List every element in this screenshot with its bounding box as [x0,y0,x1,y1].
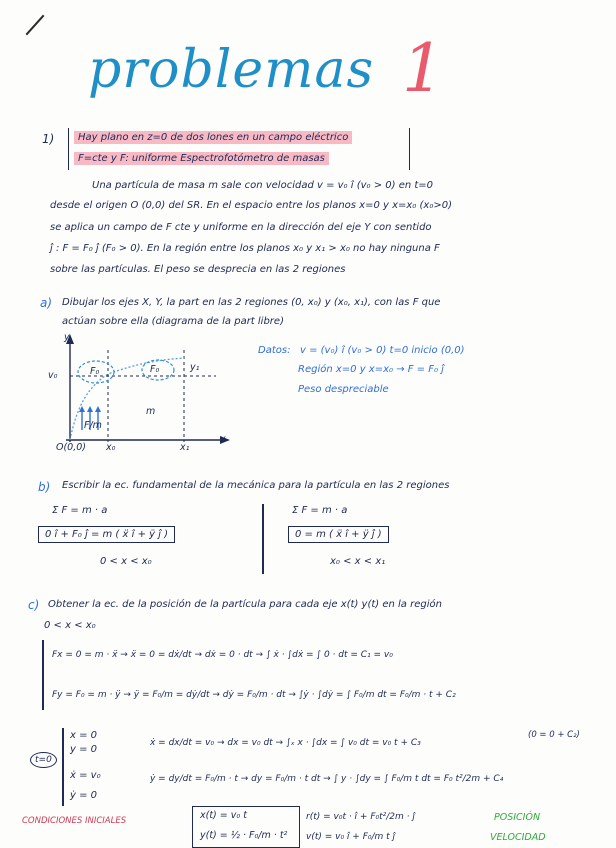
page-title-number: 1 [402,30,444,107]
diagram-x1-label: x₁ [180,442,190,453]
diagram-y1-label: y₁ [190,362,200,373]
problem-para-line-5: sobre las partículas. El peso se desprecia en las 2 regiones [50,264,346,275]
diagram-f0-right-circle: F₀ [150,364,160,375]
part-c-brace [42,640,44,710]
part-c-x-result: x(t) = v₀ t [200,810,247,821]
part-b-left-equation: 0 î + F₀ ĵ = m ( ẍ î + ÿ ĵ ) [38,526,175,543]
problem-para-line-3: se aplica un campo de F cte y uniforme en la dirección del eje Y con sentido [50,222,432,233]
init-y: y = 0 [70,744,98,755]
part-c-init-brace [62,728,64,806]
diagram-x-axis-label: x [220,434,226,445]
problem-para-line-4: ĵ : F = F₀ ĵ (F₀ > 0). En la región entre los planos x₀ y x₁ > x₀ no hay ninguna F [50,243,440,254]
part-c-fx-line: Fx = 0 = m · ẍ → ẍ = 0 = dẋ/dt → dẋ = 0 · dt → ∫ ẋ · ∫dẋ = ∫ 0 · dt = C₁ = v₀ [52,650,393,660]
diagram-force-label: F/m [84,420,102,431]
part-c-c2-note: (0 = 0 + C₂) [528,730,580,740]
part-c-position-vector: r(t) = v₀t · î + F₀t²/2m · ĵ [306,812,415,822]
position-label: POSICIÓN [494,812,541,823]
init-ydot: ẏ = 0 [70,790,98,801]
velocity-label: VELOCIDAD [490,832,546,843]
part-c-fy-line: Fy = F₀ = m · ÿ → ÿ = F₀/m = dẏ/dt → dẏ = F₀/m · dt → ∫ẏ · ∫dẏ = ∫ F₀/m dt = F₀/m · t + C₂ [52,690,456,700]
init-xdot: ẋ = v₀ [70,770,101,781]
part-a-line-1: Dibujar los ejes X, Y, la part en las 2 regiones (0, x₀) y (x₀, x₁), con las F que [62,297,441,308]
part-c-text-1: Obtener la ec. de la posición de la partícula para cada eje x(t) y(t) en la región [48,599,442,610]
datos-region-line: Región x=0 y x=x₀ → F = F₀ ĵ [298,364,444,375]
part-b-left-range: 0 < x < x₀ [100,556,152,567]
diagram-v0-label: v₀ [48,370,58,381]
problem-para-line-1: Una partícula de masa m sale con velocidad v = v₀ î (v₀ > 0) en t=0 [92,180,434,191]
problem-box-line-2: F=cte y F: uniforme Espectrofotómetro de masas [74,152,329,165]
part-b-right-range: x₀ < x < x₁ [330,556,386,567]
datos-peso-line: Peso despreciable [298,384,389,395]
problem-number: 1) [42,132,55,146]
part-a-label: a) [40,296,53,310]
initial-conditions-label: CONDICIONES INICIALES [22,816,127,826]
part-c-text-2: 0 < x < x₀ [44,620,96,631]
datos-label: Datos: [258,345,291,356]
diagram-mass-label: m [146,406,156,417]
problem-para-line-2: desde el origen O (0,0) del SR. En el espacio entre los planos x=0 y x=x₀ (x₀>0) [50,200,452,211]
diagram-x0-label: x₀ [106,442,116,453]
free-body-diagram [36,330,236,458]
part-b-right-equation: 0 = m ( ẍ î + ÿ ĵ ) [288,526,389,543]
diagram-f0-in-circle: F₀ [90,366,100,377]
corner-pen-stroke [26,15,45,36]
part-b-text: Escribir la ec. fundamental de la mecánica para la partícula en las 2 regiones [62,480,450,491]
part-c-velocity-vector: v(t) = v₀ î + F₀/m t ĵ [306,832,396,842]
part-b-label: b) [38,480,51,494]
part-c-label: c) [28,598,40,612]
diagram-y-axis-label: y [64,332,70,343]
page-title: problemas [88,40,375,100]
part-c-t0: t=0 [30,752,57,768]
problem-box-line-1: Hay plano en z=0 de dos lones en un campo eléctrico [74,131,352,144]
part-b-divider [262,504,264,574]
datos-v-line: v = (v₀) î (v₀ > 0) t=0 inicio (0,0) [300,345,465,356]
part-a-line-2: actúan sobre ella (diagrama de la part libre) [62,316,284,327]
init-x: x = 0 [70,730,98,741]
part-c-y-integration: ẏ = dy/dt = F₀/m · t → dy = F₀/m · t dt → ∫ y · ∫dy = ∫ F₀/m t dt = F₀ t²/2m + C₄ [150,774,504,784]
part-b-left-sum: Σ F = m · a [52,505,108,516]
part-c-x-integration: ẋ = dx/dt = v₀ → dx = v₀ dt → ∫ₓ x · ∫dx = ∫ v₀ dt = v₀ t + C₃ [150,738,421,748]
part-b-right-sum: Σ F = m · a [292,505,348,516]
diagram-origin-label: O(0,0) [56,442,86,453]
part-c-y-result: y(t) = ½ · F₀/m · t² [200,830,288,841]
